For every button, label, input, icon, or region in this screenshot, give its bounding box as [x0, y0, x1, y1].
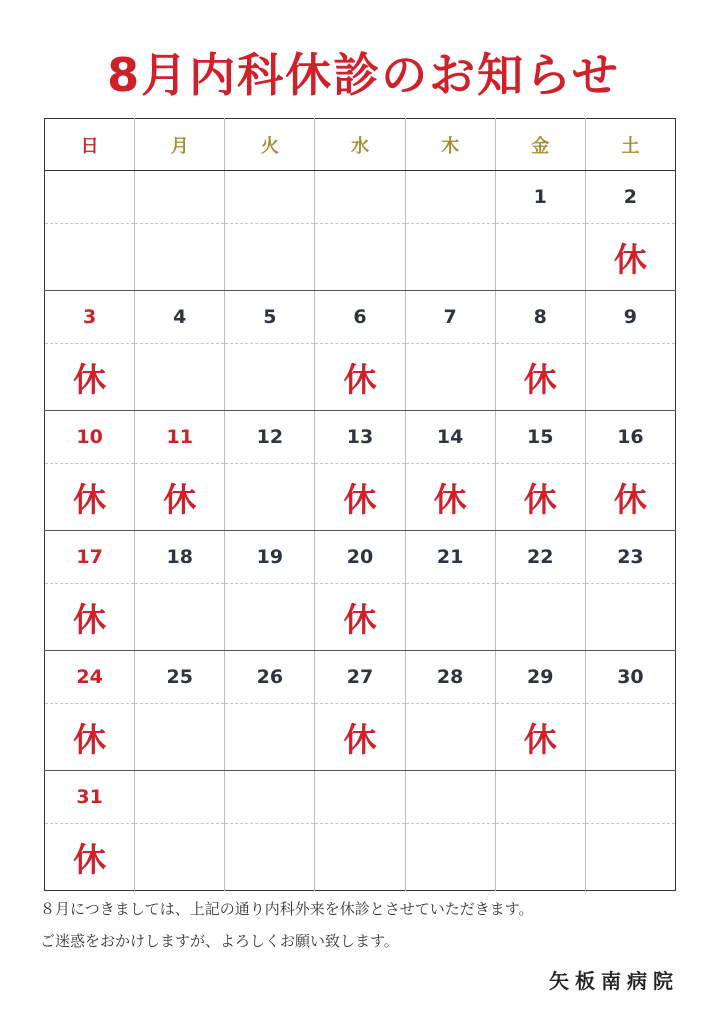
date-cell: 21: [405, 531, 495, 584]
date-cell: 17: [45, 531, 135, 584]
closure-cell: [405, 704, 495, 771]
date-cell: 5: [225, 291, 315, 344]
date-cell: 11: [135, 411, 225, 464]
week-closure-row: [45, 704, 676, 771]
closed-mark: 休: [315, 584, 405, 651]
closed-mark: 休: [585, 464, 675, 531]
closed-mark: 休: [45, 344, 135, 411]
date-cell: 28: [405, 651, 495, 704]
week-date-row: [45, 411, 676, 464]
date-cell: 26: [225, 651, 315, 704]
closure-cell: [585, 704, 675, 771]
closure-cell: [135, 824, 225, 891]
week-closure-row: [45, 824, 676, 891]
date-cell: [315, 771, 405, 824]
week-date-row: [45, 771, 676, 824]
date-cell: [225, 771, 315, 824]
closure-cell: [225, 824, 315, 891]
date-cell: [405, 171, 495, 224]
date-cell: 15: [495, 411, 585, 464]
date-cell: 2: [585, 171, 675, 224]
date-cell: 1: [495, 171, 585, 224]
date-cell: 30: [585, 651, 675, 704]
date-cell: 27: [315, 651, 405, 704]
closure-cell: [585, 584, 675, 651]
closed-mark: 休: [315, 464, 405, 531]
closure-cell: [135, 344, 225, 411]
week-date-row: [45, 651, 676, 704]
weekday-fri: 金: [495, 119, 585, 171]
date-cell: 29: [495, 651, 585, 704]
date-cell: 4: [135, 291, 225, 344]
closure-cell: [225, 344, 315, 411]
date-cell: 10: [45, 411, 135, 464]
date-cell: [315, 171, 405, 224]
week-date-row: [45, 531, 676, 584]
date-cell: [405, 771, 495, 824]
closed-mark: 休: [45, 704, 135, 771]
date-cell: 14: [405, 411, 495, 464]
date-cell: 12: [225, 411, 315, 464]
closure-cell: [225, 584, 315, 651]
week-date-row: [45, 291, 676, 344]
closed-mark: 休: [495, 704, 585, 771]
closure-cell: [315, 224, 405, 291]
closure-cell: [405, 824, 495, 891]
date-cell: 16: [585, 411, 675, 464]
weekday-header-row: [45, 119, 676, 171]
week-closure-row: [45, 464, 676, 531]
closure-cell: [585, 344, 675, 411]
closure-cell: [135, 584, 225, 651]
closed-mark: 休: [585, 224, 675, 291]
closure-cell: [585, 824, 675, 891]
week-closure-row: [45, 344, 676, 411]
closure-cell: [495, 224, 585, 291]
date-cell: 31: [45, 771, 135, 824]
date-cell: 3: [45, 291, 135, 344]
weekday-tue: 火: [225, 119, 315, 171]
closure-cell: [495, 824, 585, 891]
date-cell: [45, 171, 135, 224]
date-cell: 6: [315, 291, 405, 344]
week-closure-row: [45, 584, 676, 651]
closed-mark: 休: [315, 704, 405, 771]
date-cell: 23: [585, 531, 675, 584]
closure-cell: [495, 584, 585, 651]
week-closure-row: [45, 224, 676, 291]
date-cell: [225, 171, 315, 224]
date-cell: 25: [135, 651, 225, 704]
weekday-thu: 木: [405, 119, 495, 171]
date-cell: 8: [495, 291, 585, 344]
closure-cell: [135, 704, 225, 771]
closure-cell: [405, 344, 495, 411]
closure-cell: [135, 224, 225, 291]
date-cell: 22: [495, 531, 585, 584]
closed-mark: 休: [45, 584, 135, 651]
closure-cell: [225, 464, 315, 531]
notice-line-2: ご迷惑をおかけしますが、よろしくお願い致します。: [40, 932, 399, 950]
notice-line-1: ８月につきましては、上記の通り内科外来を休診とさせていただきます。: [40, 900, 534, 918]
week-date-row: [45, 171, 676, 224]
date-cell: [585, 771, 675, 824]
weekday-mon: 月: [135, 119, 225, 171]
date-cell: 19: [225, 531, 315, 584]
closure-cell: [405, 224, 495, 291]
closure-cell: [405, 584, 495, 651]
weekday-wed: 水: [315, 119, 405, 171]
date-cell: [495, 771, 585, 824]
closure-cell: [225, 224, 315, 291]
closure-cell: [45, 224, 135, 291]
closed-mark: 休: [495, 464, 585, 531]
date-cell: [135, 171, 225, 224]
weekday-sun: 日: [45, 119, 135, 171]
date-cell: 9: [585, 291, 675, 344]
closed-mark: 休: [45, 464, 135, 531]
closed-mark: 休: [315, 344, 405, 411]
date-cell: [135, 771, 225, 824]
date-cell: 13: [315, 411, 405, 464]
closed-mark: 休: [73, 839, 107, 879]
page-title: 8月内科休診のお知らせ: [107, 48, 620, 102]
date-cell: 18: [135, 531, 225, 584]
weekday-sat: 土: [585, 119, 675, 171]
closed-mark: 休: [405, 464, 495, 531]
date-cell: 24: [45, 651, 135, 704]
hospital-name: 矢板南病院: [549, 969, 679, 993]
closed-mark: 休: [495, 344, 585, 411]
date-cell: 7: [405, 291, 495, 344]
closure-cell: [225, 704, 315, 771]
date-cell: 20: [315, 531, 405, 584]
calendar-table: [44, 118, 676, 891]
closure-cell: [315, 824, 405, 891]
closed-mark: 休: [135, 464, 225, 531]
